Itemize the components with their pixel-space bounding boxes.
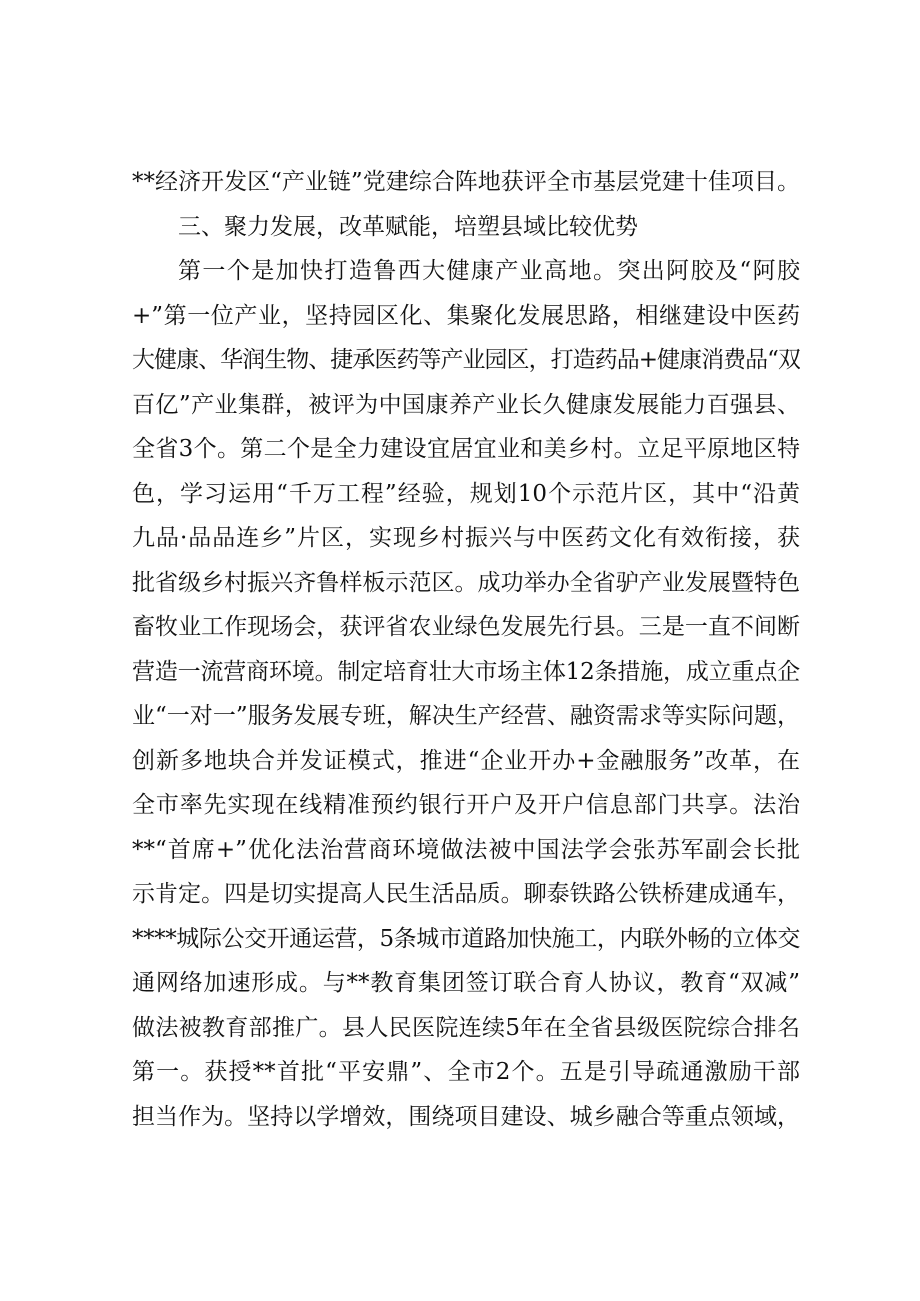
body-line: 示肯定。四是切实提高人民生活品质。聊泰铁路公铁桥建成通车， bbox=[132, 881, 800, 907]
paragraph-first-line: 第一个是加快打造鲁西大健康产业高地。突出阿胶及“阿胶 bbox=[178, 258, 800, 284]
body-line: 业“一对一”服务发展专班，解决生产经营、融资需求等实际问题， bbox=[132, 703, 800, 729]
body-line: 色，学习运用“千万工程”经验，规划10个示范片区，其中“沿黄 bbox=[132, 480, 800, 507]
section-heading: 三、聚力发展，改革赋能，培塑县域比较优势 bbox=[178, 213, 638, 240]
body-line: 全省3个。第二个是全力建设宜居宜业和美乡村。立足平原地区特 bbox=[132, 436, 800, 462]
body-line: 担当作为。坚持以学增效，围绕项目建设、城乡融合等重点领域， bbox=[132, 1103, 800, 1130]
body-line: 批省级乡村振兴齐鲁样板示范区。成功举办全省驴产业发展暨特色 bbox=[132, 569, 800, 596]
body-line: 全市率先实现在线精准预约银行开户及开户信息部门共享。法治 bbox=[132, 792, 800, 818]
body-line: 营造一流营商环境。制定培育壮大市场主体12条措施，成立重点企 bbox=[132, 658, 800, 685]
body-line: 大健康、华润生物、捷承医药等产业园区，打造药品+健康消费品“双 bbox=[132, 347, 800, 373]
body-line: **经济开发区“产业链”党建综合阵地获评全市基层党建十佳项目。 bbox=[132, 169, 800, 195]
body-line: **“首席+”优化法治营商环境做法被中国法学会张苏军副会长批 bbox=[132, 836, 800, 863]
document-body bbox=[132, 160, 800, 1139]
body-line: 创新多地块合并发证模式，推进“企业开办+金融服务”改革，在 bbox=[132, 747, 800, 774]
body-line: 通网络加速形成。与**教育集团签订联合育人协议，教育“双减” bbox=[132, 970, 800, 996]
body-line: ****城际公交开通运营，5条城市道路加快施工，内联外畅的立体交 bbox=[132, 925, 800, 952]
body-line: 百亿”产业集群，被评为中国康养产业长久健康发展能力百强县、 bbox=[132, 391, 800, 418]
body-line: 做法被教育部推广。县人民医院连续5年在全省县级医院综合排名 bbox=[132, 1014, 800, 1041]
body-line: 畜牧业工作现场会，获评省农业绿色发展先行县。三是一直不间断 bbox=[132, 614, 800, 640]
body-line: 九品·品品连乡”片区，实现乡村振兴与中医药文化有效衔接，获 bbox=[132, 525, 800, 551]
body-line: 第一。获授**首批“平安鼎”、全市2个。五是引导疏通激励干部 bbox=[132, 1059, 800, 1085]
body-line: +”第一位产业，坚持园区化、集聚化发展思路，相继建设中医药 bbox=[132, 302, 800, 329]
